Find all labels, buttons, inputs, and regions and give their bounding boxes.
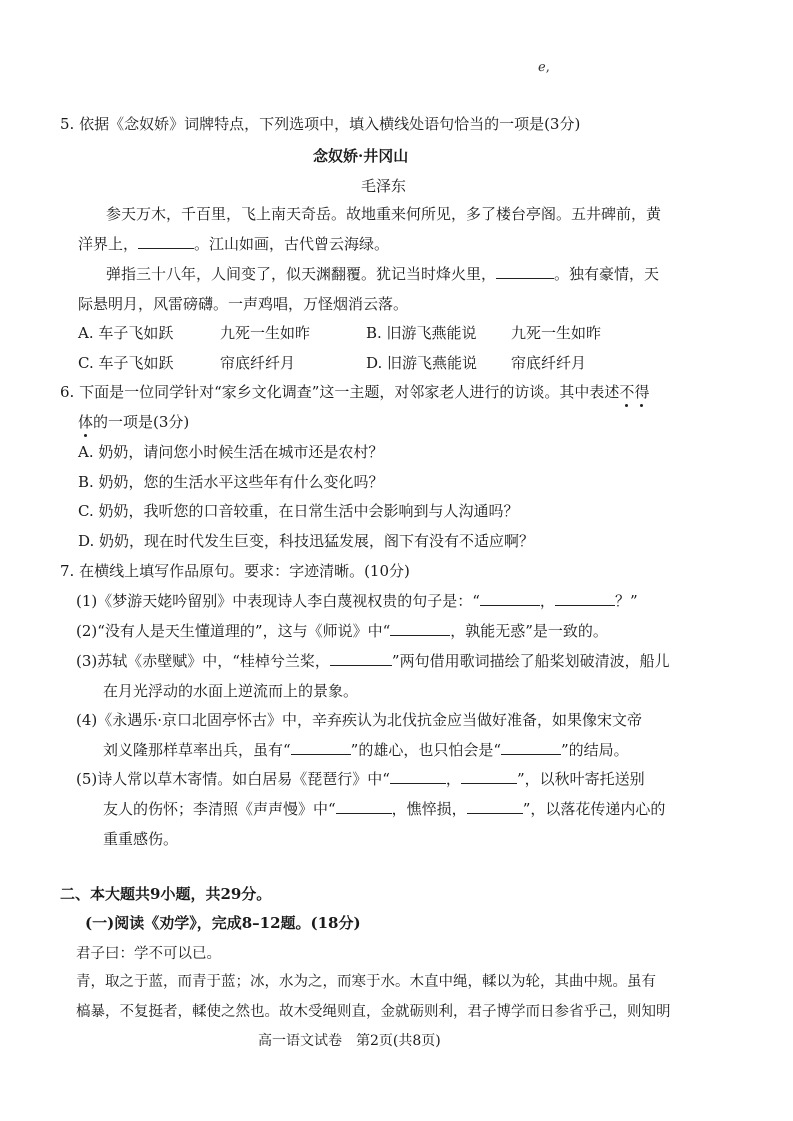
section-2-heading: 二、本大题共9小题，共29分。 (60, 885, 272, 903)
q7-item-1-end: ？” (614, 592, 638, 610)
blank-1[interactable] (138, 234, 194, 249)
q5-option-c[interactable] (78, 352, 173, 373)
q7-item-5-end: ”，以秋叶寄托送别 (516, 770, 645, 788)
q7-item-1 (76, 590, 638, 611)
q7-item-3 (76, 650, 670, 671)
q6-option-c[interactable]: C. 奶奶，我听您的口音较重，在日常生活中会影响到与人沟通吗？ (78, 502, 519, 520)
q7-item-5-cont2: 重重感伤。 (103, 830, 179, 848)
q7-item-2-text: (2)“没有人是天生懂道理的”，这与《师说》中“ (76, 622, 391, 640)
q7-item-3-cont: 在月光浮动的水面上逆流而上的景象。 (103, 682, 359, 700)
q5-option-b-label: B. 旧游飞燕能说 (366, 324, 477, 342)
q6-emphasis-3: 体 (78, 413, 94, 431)
q7-item-2-end: ，孰能无惑”是一致的。 (450, 622, 608, 640)
q7-item-5-end2: ”，以落花传递内心的 (522, 800, 666, 818)
q7-item-5-mid: ，憔悴损， (391, 800, 467, 818)
q7-blank-5c[interactable] (336, 799, 392, 814)
q6-stem-tail: 的一项是(3分) (93, 413, 190, 431)
q7-item-3-text: (3)苏轼《赤壁赋》中，“桂棹兮兰桨， (76, 652, 330, 670)
passage-line-2: 青，取之于蓝，而青于蓝；冰，水为之，而寒于水。木直中绳，輮以为轮，其曲中规。虽有 (76, 974, 656, 990)
poem-line-3-head: 弹指三十八年，人间变了，似天渊翻覆。犹记当时烽火里， (106, 265, 497, 283)
q6-stem-line-2 (78, 411, 189, 432)
q5-option-a-tail: 九死一生如昨 (220, 324, 311, 342)
q5-option-d-label: D. 旧游飞燕能说 (366, 354, 478, 372)
q7-item-5-text2: 友人的伤怀；李清照《声声慢》中“ (103, 800, 336, 818)
q7-blank-5d[interactable] (467, 799, 523, 814)
poem-line-3 (106, 263, 659, 284)
q5-option-a[interactable] (78, 322, 173, 343)
q6-stem-line-1 (60, 381, 649, 402)
q7-blank-3[interactable] (330, 651, 392, 666)
q5-option-c-label: C. 车子飞如跃 (78, 354, 174, 372)
poem-line-2-head: 洋界上， (78, 235, 139, 253)
poem-line-4: 际悬明月，风雷磅礴。一声鸡唱，万怪烟消云落。 (78, 295, 409, 313)
poem-title: 念奴娇·井冈山 (313, 147, 409, 165)
q7-blank-2[interactable] (390, 621, 450, 636)
poem-author: 毛泽东 (361, 177, 407, 195)
page-footer: 高一语文试卷 第2页(共8页) (258, 1033, 441, 1049)
q5-stem: 5. 依据《念奴娇》词牌特点，下列选项中，填入横线处语句恰当的一项是(3分) (60, 115, 581, 133)
q7-item-4-mid: ”的雄心，也只怕会是“ (350, 741, 502, 759)
q6-option-a[interactable]: A. 奶奶，请问您小时候生活在城市还是农村？ (78, 443, 384, 461)
q7-blank-5a[interactable] (390, 769, 446, 784)
q7-stem: 7. 在横线上填写作品原句。要求：字迹清晰。(10分) (60, 562, 410, 580)
q7-blank-4a[interactable] (291, 740, 351, 755)
q7-blank-4b[interactable] (501, 740, 561, 755)
q5-option-b-tail: 九死一生如昨 (511, 324, 602, 342)
q7-item-1-text: (1)《梦游天姥吟留别》中表现诗人李白蔑视权贵的句子是：“ (76, 592, 480, 610)
q5-option-a-label: A. 车子飞如跃 (78, 324, 174, 342)
q7-item-3-end: ”两句借用歌词描绘了船桨划破清波，船儿 (391, 652, 670, 670)
q6-option-b[interactable]: B. 奶奶，您的生活水平这些年有什么变化吗？ (78, 473, 384, 491)
q5-option-d[interactable] (366, 352, 477, 373)
q6-emphasis-2: 得 (634, 383, 650, 401)
q7-item-5 (76, 768, 645, 789)
q7-item-1-comma: ， (539, 592, 555, 610)
q5-option-b[interactable] (366, 322, 477, 343)
q5-option-d-tail: 帘底纤纤月 (511, 354, 587, 372)
q5-option-c-tail: 帘底纤纤月 (220, 354, 296, 372)
poem-line-2-tail: 。江山如画，古代曾云海绿。 (194, 235, 390, 253)
q7-item-5-cont (103, 798, 665, 819)
q7-item-5-comma: ， (445, 770, 461, 788)
corner-mark: ℯ, (538, 60, 550, 75)
q7-item-5-text: (5)诗人常以草木寄情。如白居易《琵琶行》中“ (76, 770, 390, 788)
passage-line-1: 君子曰：学不可以已。 (76, 946, 221, 962)
q7-blank-1a[interactable] (480, 591, 540, 606)
q6-emphasis-1: 不 (619, 383, 635, 401)
q7-item-4-cont (103, 739, 629, 760)
passage-line-3: 槁暴，不复挺者，輮使之然也。故木受绳则直，金就砺则利，君子博学而日参省乎己，则知明 (76, 1004, 671, 1020)
poem-line-1: 参天万木，千百里，飞上南天奇岳。故地重来何所见，多了楼台亭阁。五井碑前，黄 (106, 205, 662, 223)
q7-item-2 (76, 620, 608, 641)
q7-blank-5b[interactable] (461, 769, 517, 784)
q6-option-d[interactable]: D. 奶奶，现在时代发生巨变，科技迅猛发展，阁下有没有不适应啊？ (78, 532, 535, 550)
q7-item-4-end: ”的结局。 (561, 741, 629, 759)
q7-item-4-text: 刘义隆那样草率出兵，虽有“ (103, 741, 291, 759)
blank-2[interactable] (496, 264, 554, 279)
q7-blank-1b[interactable] (555, 591, 615, 606)
section-2-subheading: (一)阅读《劝学》，完成8–12题。(18分) (85, 914, 361, 932)
q7-item-4: (4)《永遇乐·京口北固亭怀古》中，辛弃疾认为北伐抗金应当做好准备，如果像宋文帝 (76, 711, 643, 729)
q6-stem-text: 6. 下面是一位同学针对“家乡文化调查”这一主题，对邻家老人进行的访谈。其中表述 (60, 383, 620, 401)
poem-line-2 (78, 233, 389, 254)
poem-line-3-tail: 。独有豪情，天 (554, 265, 660, 283)
